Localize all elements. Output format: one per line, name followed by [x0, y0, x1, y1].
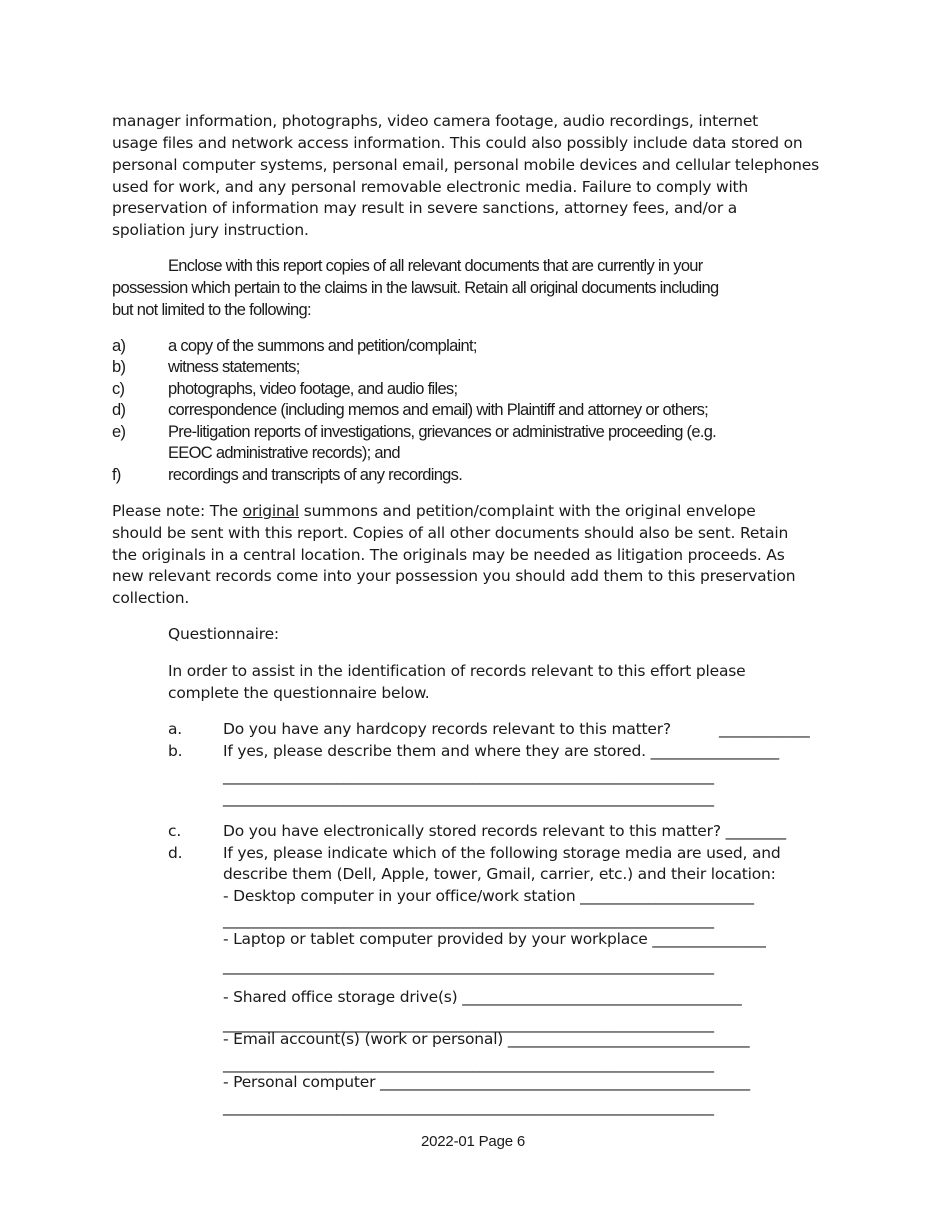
- note-prefix: Please note: The: [112, 502, 243, 520]
- answer-blank[interactable]: _________________________________________________________________: [223, 767, 714, 785]
- list-text: a copy of the summons and petition/complaint;: [168, 337, 477, 355]
- question-text[interactable]: Do you have electronically stored records relevant to this matter? ________: [223, 822, 786, 840]
- list-letter: b): [112, 358, 126, 376]
- answer-blank[interactable]: ____________: [719, 720, 810, 738]
- note-line1-rest: summons and petition/complaint with the original envelope: [299, 502, 756, 520]
- question-letter: a.: [168, 720, 183, 738]
- answer-blank[interactable]: _________________________________________________________________: [223, 1055, 714, 1073]
- answer-blank[interactable]: _________________________________________________________________: [223, 1098, 714, 1116]
- text-line: possession which pertain to the claims in the lawsuit. Retain all original documents including: [112, 279, 719, 297]
- list-text: witness statements;: [168, 358, 300, 376]
- question-letter: c.: [168, 822, 182, 840]
- media-personal-computer-field[interactable]: - Personal computer _________________________________________________: [223, 1073, 750, 1091]
- text-line: the originals in a central location. The originals may be needed as litigation proceeds. As: [112, 546, 785, 564]
- list-letter: e): [112, 423, 126, 441]
- text-line: manager information, photographs, video camera footage, audio recordings, internet: [112, 112, 759, 130]
- answer-blank[interactable]: _________________________________________________________________: [223, 911, 714, 929]
- answer-blank[interactable]: _________________________________________________________________: [223, 957, 714, 975]
- list-letter: f): [112, 466, 121, 484]
- text-line: Enclose with this report copies of all relevant documents that are currently in your: [168, 257, 703, 275]
- text-line: collection.: [112, 589, 190, 607]
- underlined-word: original: [242, 502, 299, 520]
- questionnaire-heading: Questionnaire:: [168, 625, 279, 643]
- page-footer: 2022-01 Page 6: [421, 1133, 525, 1150]
- text-line: personal computer systems, personal email, personal mobile devices and cellular telephones: [112, 156, 819, 174]
- list-text: EEOC administrative records); and: [168, 444, 400, 462]
- list-text: Pre-litigation reports of investigations, grievances or administrative proceeding (e.g.: [168, 423, 717, 441]
- list-letter: c): [112, 380, 125, 398]
- media-email-field[interactable]: - Email account(s) (work or personal) ________________________________: [223, 1030, 750, 1048]
- text-line: new relevant records come into your possession you should add them to this preservation: [112, 567, 796, 585]
- media-desktop-field[interactable]: - Desktop computer in your office/work station _______________________: [223, 887, 754, 905]
- media-shared-drive-field[interactable]: - Shared office storage drive(s) _____________________________________: [223, 988, 742, 1006]
- answer-blank[interactable]: _________________________________________________________________: [223, 1015, 714, 1033]
- text-line: but not limited to the following:: [112, 301, 311, 319]
- text-line: In order to assist in the identification of records relevant to this effort please: [168, 662, 746, 680]
- text-line: used for work, and any personal removable electronic media. Failure to comply with: [112, 178, 749, 196]
- list-text: photographs, video footage, and audio files;: [168, 380, 458, 398]
- question-letter: d.: [168, 844, 183, 862]
- text-line: preservation of information may result in severe sanctions, attorney fees, and/or a: [112, 199, 738, 217]
- media-laptop-field[interactable]: - Laptop or tablet computer provided by your workplace _______________: [223, 930, 766, 948]
- text-line: [112, 500, 756, 522]
- list-text: correspondence (including memos and email) with Plaintiff and attorney or others;: [168, 401, 709, 419]
- question-letter: b.: [168, 742, 183, 760]
- question-text[interactable]: If yes, please describe them and where they are stored. _________________: [223, 742, 779, 760]
- text-line: complete the questionnaire below.: [168, 684, 430, 702]
- list-letter: d): [112, 401, 126, 419]
- answer-blank[interactable]: _________________________________________________________________: [223, 789, 714, 807]
- question-text: Do you have any hardcopy records relevant to this matter?: [223, 720, 671, 738]
- text-line: spoliation jury instruction.: [112, 221, 309, 239]
- list-text: recordings and transcripts of any recordings.: [168, 466, 463, 484]
- question-text: describe them (Dell, Apple, tower, Gmail, carrier, etc.) and their location:: [223, 865, 776, 883]
- text-line: should be sent with this report. Copies of all other documents should also be sent. Retain: [112, 524, 789, 542]
- text-line: usage files and network access information. This could also possibly include data stored on: [112, 134, 803, 152]
- list-letter: a): [112, 337, 126, 355]
- question-text: If yes, please indicate which of the following storage media are used, and: [223, 844, 781, 862]
